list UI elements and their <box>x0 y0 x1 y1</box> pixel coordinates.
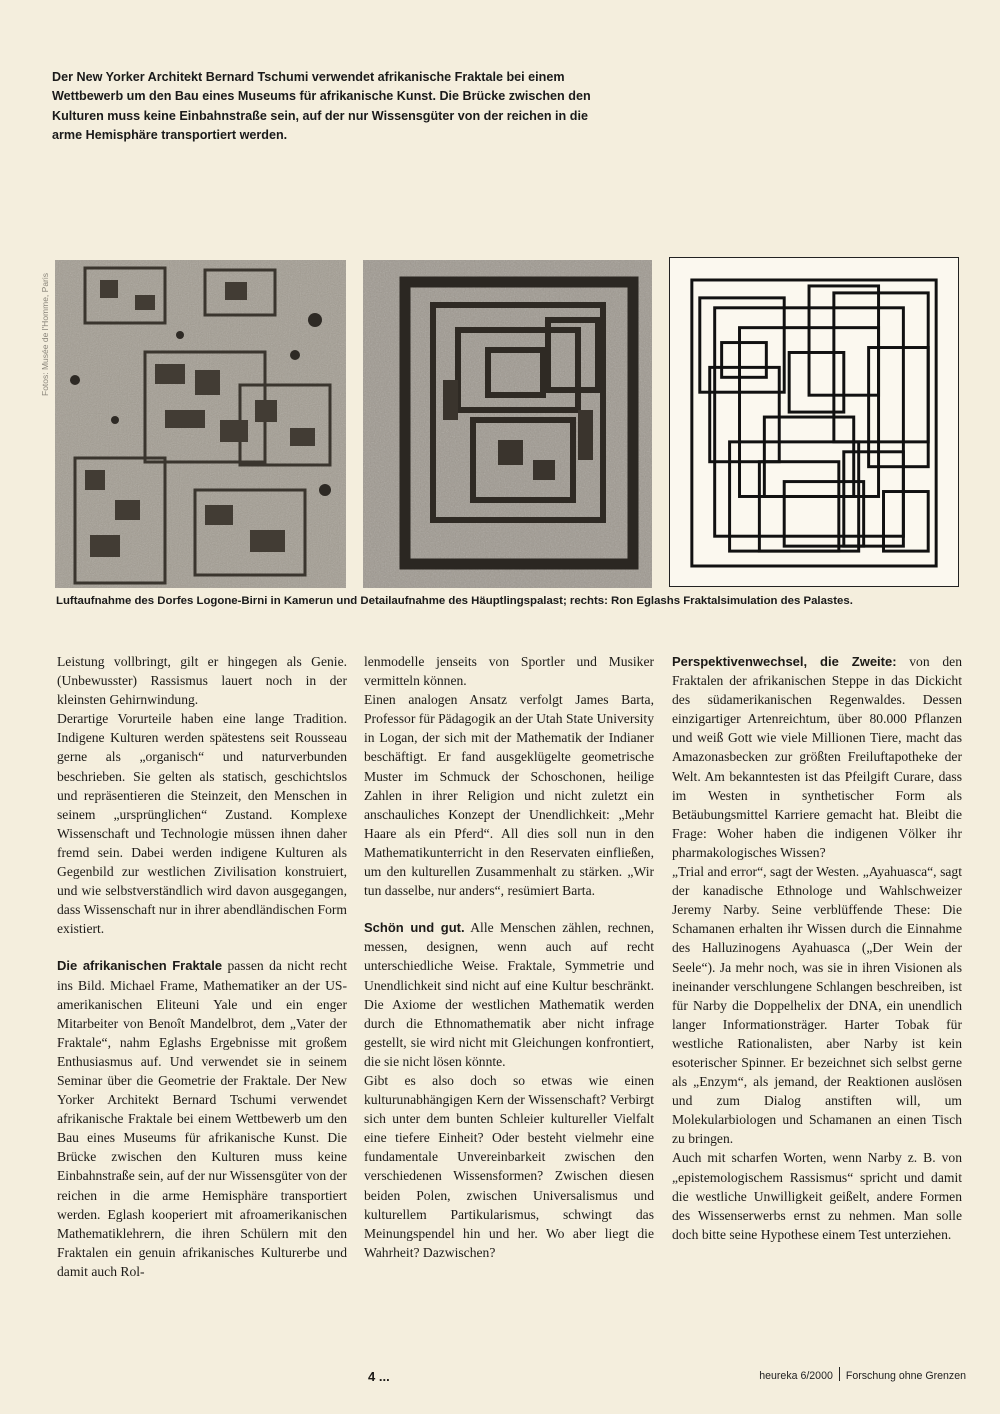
subhead: Schön und gut. <box>364 920 465 936</box>
divider <box>839 1367 840 1381</box>
intro-pull-quote: Der New Yorker Architekt Bernard Tschumi verwendet afrikanische Fraktale bei einem Wettbewerb um den Bau eines Museums für afrikanische Kunst. Die Brücke zwischen den Kulturen muss keine Einbahnstraße sein, auf der nur Wissensgüter von der reichen in die arme Hemisphäre transportiert werden. <box>52 70 591 143</box>
article-column-1 <box>57 652 347 1281</box>
paragraph: Auch mit scharfen Worten, wenn Narby z. B. von „epistemologischem Rassismus“ spricht und damit die westliche Unwilligkeit geißelt, andere Formen des Wissenserwerbs ernst zu nehmen. Man solle doch bitte seine Hypothese einem Test unterziehen. <box>672 1150 962 1242</box>
figure-caption: Luftaufnahme des Dorfes Logone-Birni in Kamerun und Detailaufnahme des Häuptlingspalast; rechts: Ron Eglashs Fraktalsimulation des Palastes. <box>56 595 853 607</box>
section-title: Forschung ohne Grenzen <box>845 1370 966 1382</box>
photo-credit: Fotos: Musée de l'Homme, Paris <box>40 272 50 396</box>
paragraph: Gibt es also doch so etwas wie einen kulturunabhängigen Kern der Wissenschaft? Verbirgt sich unter dem bunten Schleier kultureller Vielfalt eine tiefere Einheit? Oder besteht vielmehr eine fundamentale Unvereinbarkeit zwischen den verschiedenen Wissensformen? Zwischen diesen beiden Polen, zwischen Universalismus und kulturellem Partikularismus, schwingt das Meinungspendel hin und her. Wo aber liegt die Wahrheit? Dazwischen? <box>364 1072 654 1260</box>
running-footer <box>759 1367 966 1382</box>
paragraph: Die afrikanischen Fraktale passen da nicht recht ins Bild. Michael Frame, Mathematiker an der US-amerikanischen Eliteuni Yale und ein enger Mitarbeiter von Benoît Mandelbrot, dem „Vater der Fraktale“, nahm Eglashs Ergebnisse mit großem Enthusiasmus auf. Und verwendet sie in seinem Seminar über die Geometrie der Fraktale. Der New Yorker Architekt Bernard Tschumi verwendet afrikanische Fraktale bei einem Wettbewerb um den Bau eines Museums für afrikanische Kunst. Die Brücke zwischen den Kulturen muss keine Einbahnstraße sein, auf der nur Wissensgüter von der reichen in die arme Hemisphäre transportiert werden. Eglash kooperiert mit afroamerikanischen Mathematiklehrern, die ihren Schülern mit den Fraktalen ein genuin afrikanisches Kulturerbe und damit auch Rol- <box>57 958 347 1279</box>
paragraph: Derartige Vorurteile haben eine lange Tradition. Indigene Kulturen werden spätestens seit Rousseau gerne als „organisch“ und naturverbunden beschrieben. Sie gelten als statisch, geschichtslos und repräsentieren die Steinzeit, den Menschen in seinem „ursprünglichen“ Zustand. Komplexe Wissenschaft und Technologie müssen ihnen daher fremd sein. Dabei werden indigene Kulturen als Gegenbild zur westlichen Zivilisation konstruiert, und wie selbstverständlich wird davon ausgegangen, dass Wissenschaft nur in ihrer abendländischen Form existiert. <box>57 711 347 937</box>
article-column-2 <box>364 652 654 1262</box>
fractal-simulation-diagram <box>669 257 959 587</box>
page-number: 4 ... <box>368 1369 390 1384</box>
paragraph: „Trial and error“, sagt der Westen. „Ayahuasca“, sagt der kanadische Ethnologe und Wahlschweizer Jeremy Narby. Seine verblüffende These: Die Schamanen erhalten ihr Wissen durch die Einnahme des Halluzinogens Ayahuasca („Der Wein der Seele“). Ja mehr noch, was sie in ihren Visionen als ineinander verschlungene Schlangen beschreiben, ist für Narby die Doppelhelix der DNA, ein unendlich langer Informationsträger. Harter Tobak für westliche Rationalisten, aber Narby ist kein esoterischer Spinner. Er bezeichnet sich selbst gerne als „Enzym“, als jemand, der Reaktionen auslösen und zum Dialog anstiften will, um Molekularbiologen und Schamanen an einen Tisch zu bringen. <box>672 864 962 1147</box>
paragraph: Leistung vollbringt, gilt er hingegen als Genie. (Unbewusster) Rassismus lauert noch in der kleinsten Gehirnwindung. <box>57 654 347 708</box>
palace-detail-photo <box>363 260 652 588</box>
article-column-3 <box>672 652 962 1244</box>
paragraph: lenmodelle jenseits von Sportler und Musiker vermitteln können. <box>364 654 654 689</box>
aerial-village-photo <box>55 260 346 588</box>
subhead: Perspektivenwechsel, die Zweite: <box>672 654 897 669</box>
paragraph: Perspektivenwechsel, die Zweite: von den Fraktalen der afrikanischen Steppe in das Dickicht des südamerikanischen Regenwaldes. Dessen einzigartiger Artenreichtum, über 80.000 Pflanzen und weiß Gott wie viele Millionen Tiere, macht das Amazonasbecken zur größten Freiluftapotheke der Welt. Am bekanntesten ist das Pfeilgift Curare, dass im Westen in synthetischer Form als Betäubungsmittel Karriere gemacht hat. Bleibt die Frage: Woher haben die indigenen Völker ihr pharmakologisches Wissen? <box>672 654 962 860</box>
paragraph: Einen analogen Ansatz verfolgt James Barta, Professor für Pädagogik an der Utah State University in Logan, der sich mit der Mathematik der Indianer beschäftigt. Er fand ausgeklügelte geometrische Muster im Schmuck der Schoschonen, heilige Zahlen in ihrer Religion und nicht zuletzt ein anschauliches Konzept der Unendlichkeit: „Mehr Haare als ein Pferd“. All dies soll nun in den Mathematikunterricht in den Reservaten einfließen, um den kulturellen Zusammenhalt zu stärken. „Wir tun dasselbe, nur anders“, resümiert Barta. <box>364 692 654 899</box>
magazine-issue: heureka 6/2000 <box>759 1370 833 1382</box>
paragraph: Schön und gut. Alle Menschen zählen, rechnen, messen, designen, wenn auch auf recht unterschiedliche Weise. Fraktale, Symmetrie und Unendlichkeit sind nicht auf eine Kultur beschränkt. Die Axiome der westlichen Mathematik werden durch die Ethnomathematik aber nicht infrage gestellt, sie wird nicht mit Gleichungen konfrontiert, die sie nicht lösen könnte. <box>364 920 654 1069</box>
subhead: Die afrikanischen Fraktale <box>57 958 223 974</box>
